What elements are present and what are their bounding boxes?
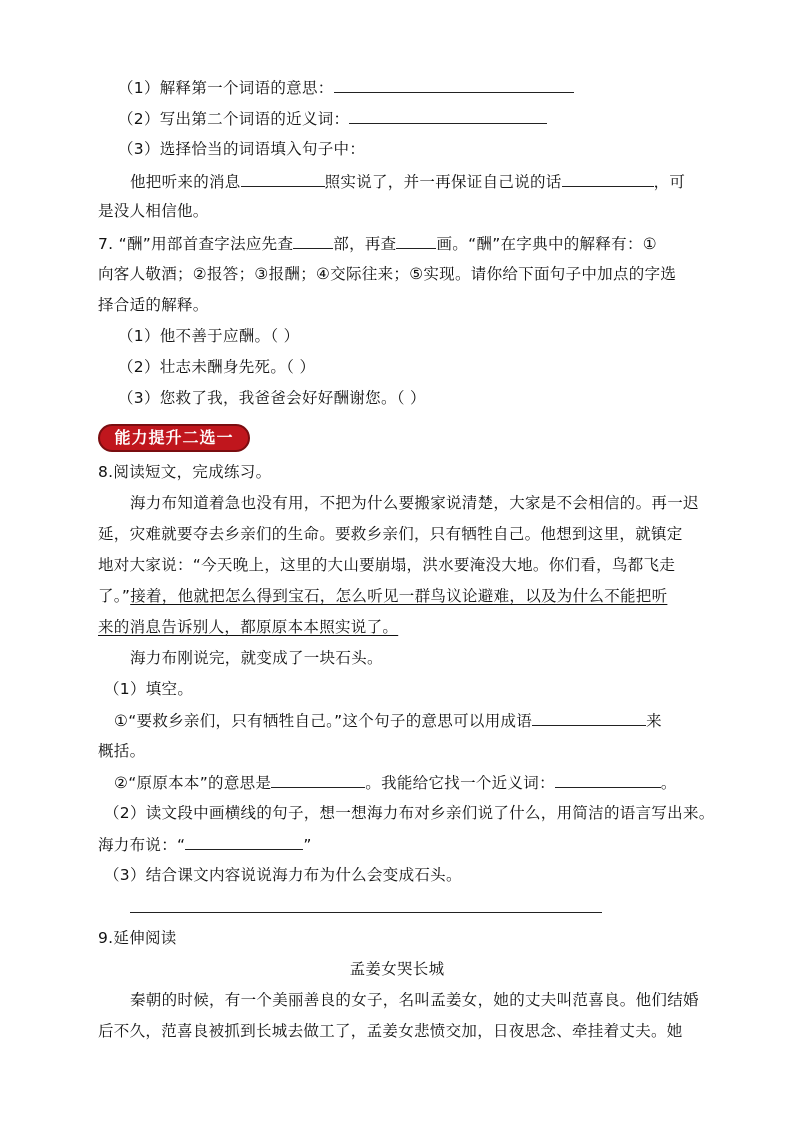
q7-sub2: （2）壮志未酬身先死。（ ） bbox=[118, 358, 316, 376]
q7-sub3: （3）您救了我，我爸爸会好好酬谢您。（ ） bbox=[118, 389, 426, 407]
q8-sub3-answer-line[interactable] bbox=[130, 912, 602, 913]
q7-radical-blank[interactable] bbox=[293, 232, 333, 249]
underlined-sentence-end: 来的消息告诉别人，都原原本本照实说了。 bbox=[98, 618, 399, 636]
story-title: 孟姜女哭长城 bbox=[349, 960, 445, 978]
q8-synonym-blank[interactable] bbox=[555, 771, 661, 788]
q6-sentence-line2: 是没人相信他。 bbox=[98, 202, 209, 220]
q9-passage-line2: 后不久，范喜良被抓到长城去做工了，孟姜女悲愤交加，日夜思念、牵挂着丈夫。她 bbox=[98, 1022, 683, 1040]
q8-meaning-blank[interactable] bbox=[271, 771, 365, 788]
underlined-sentence: 接着，他就把怎么得到宝石，怎么听见一群鸟议论避难，以及为什么不能把听 bbox=[130, 587, 668, 605]
q8-passage-line1: 海力布知道着急也没有用，不把为什么要搬家说清楚，大家是不会相信的。再一迟 bbox=[130, 494, 699, 512]
q7-sub1: （1）他不善于应酬。（ ） bbox=[118, 327, 300, 345]
q6-sub3: （3）选择恰当的词语填入句子中： bbox=[118, 140, 366, 158]
q8-idiom-blank[interactable] bbox=[532, 709, 646, 726]
q6-sub2-answer-blank[interactable] bbox=[349, 107, 547, 124]
q8-sub1-a-cont: 概括。 bbox=[98, 742, 146, 760]
q7-line3: 择合适的解释。 bbox=[98, 296, 209, 314]
q6-sub2: （2）写出第二个词语的近义词： bbox=[118, 107, 547, 130]
q8-said-blank[interactable] bbox=[185, 833, 303, 850]
q8-passage-line4: 了。”接着，他就把怎么得到宝石，怎么听见一群鸟议论避难，以及为什么不能把听 bbox=[98, 587, 668, 605]
q8-passage-line3: 地对大家说：“今天晚上，这里的大山要崩塌，洪水要淹没大地。你们看，鸟都飞走 bbox=[98, 556, 676, 574]
q7-line2: 向客人敬酒；②报答；③报酬；④交际往来；⑤实现。请你给下面句子中加点的字选 bbox=[98, 265, 677, 283]
q8-sub2: （2）读文段中画横线的句子，想一想海力布对乡亲们说了什么，用简洁的语言写出来。 bbox=[104, 804, 715, 822]
section-badge: 能力提升二选一 bbox=[98, 424, 250, 452]
q7-line1: 7. “酬”用部首查字法应先查 部，再查 画。“酬”在字典中的解释有：① bbox=[98, 232, 657, 255]
q6-sub1-answer-blank[interactable] bbox=[334, 76, 574, 93]
q6-sub1: （1）解释第一个词语的意思： bbox=[118, 76, 574, 99]
q8-sub1: （1）填空。 bbox=[104, 680, 194, 698]
q8-sub1-a: ①“要救乡亲们，只有牺牲自己。”这个句子的意思可以用成语 来 bbox=[114, 709, 662, 732]
q8-sub1-b: ②“原原本本”的意思是 。我能给它找一个近义词： 。 bbox=[114, 771, 677, 794]
q8-passage-line2: 延，灾难就要夺去乡亲们的生命。要救乡亲们，只有牺牲自己。他想到这里，就镇定 bbox=[98, 525, 683, 543]
q6-sentence-line1: 他把听来的消息 照实说了，并一再保证自己说的话 ，可 bbox=[130, 170, 685, 193]
q9-passage-line1: 秦朝的时候，有一个美丽善良的女子，名叫孟姜女，她的丈夫叫范喜良。他们结婚 bbox=[130, 991, 699, 1009]
q8-title: 8.阅读短文，完成练习。 bbox=[98, 463, 272, 481]
q9-title: 9.延伸阅读 bbox=[98, 929, 177, 947]
q8-passage-para2: 海力布刚说完，就变成了一块石头。 bbox=[130, 649, 383, 667]
q6-sentence-blank-2[interactable] bbox=[562, 170, 654, 187]
q6-sentence-blank-1[interactable] bbox=[241, 170, 325, 187]
q8-sub3: （3）结合课文内容说说海力布为什么会变成石头。 bbox=[104, 866, 462, 884]
q8-passage-line5 bbox=[98, 616, 398, 638]
q8-sub2-answer: 海力布说：“ ” bbox=[98, 833, 312, 856]
q7-strokes-blank[interactable] bbox=[396, 232, 436, 249]
